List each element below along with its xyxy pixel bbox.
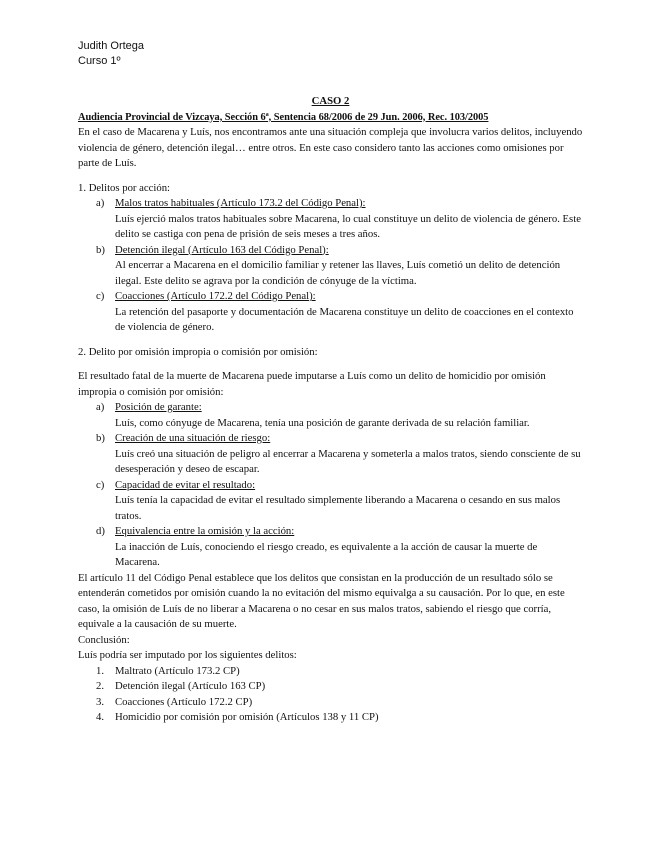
list-item xyxy=(78,431,583,478)
item-title: Coacciones (Artículo 172.2 del Código Penal): xyxy=(115,290,316,302)
list-marker: d) xyxy=(96,525,105,537)
conclusion-heading: Conclusión: xyxy=(78,633,130,646)
list-item xyxy=(78,478,583,525)
item-text: Homicidio por comisión por omisión (Artículos 138 y 11 CP) xyxy=(115,711,379,723)
case-title: CASO 2 xyxy=(311,95,350,107)
item-title: Creación de una situación de riesgo: xyxy=(115,432,271,444)
item-text: Coacciones (Artículo 172.2 CP) xyxy=(115,695,253,708)
list-marker: c) xyxy=(96,290,105,302)
list-item xyxy=(78,695,583,711)
list-item xyxy=(78,710,583,726)
list-marker: c) xyxy=(96,478,105,491)
section2-closing: El artículo 11 del Código Penal establece que los delitos que consistan en la producción de un resultado sólo se entenderán cometidos por omisión cuando la no evitación del mismo equivalga a su causación. Por lo que, en este caso, la omisión de Luís de no liberar a Macarena o no cesar en sus malos tratos, sabiendo el riesgo que corría, equivale a la causación de su muerte. xyxy=(78,571,565,630)
document-body xyxy=(78,94,583,726)
section1-list xyxy=(78,196,583,336)
item-title: Equivalencia entre la omisión y la acción: xyxy=(115,525,295,537)
list-marker: 4. xyxy=(96,711,105,723)
case-subtitle: Audiencia Provincial de Vizcaya, Sección 6ª, Sentencia 68/2006 de 29 Jun. 2006, Rec. 103/2005 xyxy=(78,111,489,123)
section1-heading: 1. Delitos por acción: xyxy=(78,181,171,194)
intro-paragraph: En el caso de Macarena y Luís, nos encontramos ante una situación compleja que involucra varios delitos, incluyendo violencia de género, detención ilegal… entre otros. En este caso considero tanto las acciones como omisiones por parte de Luís. xyxy=(78,126,583,169)
course-label: Curso 1º xyxy=(78,55,121,67)
list-marker: 1. xyxy=(96,664,105,677)
item-text: Luís creó una situación de peligro al encerrar a Macarena y someterla a malos tratos, siendo consciente de su desesperación y deseo de escapar. xyxy=(115,447,581,475)
item-text: Luís, como cónyuge de Macarena, tenía una posición de garante derivada de su relación familiar. xyxy=(115,416,530,429)
list-item xyxy=(78,400,583,431)
item-title: Posición de garante: xyxy=(115,401,202,413)
conclusion-intro: Luís podría ser imputado por los siguientes delitos: xyxy=(78,649,297,661)
list-marker: 3. xyxy=(96,695,105,708)
item-text: Luís ejerció malos tratos habituales sobre Macarena, lo cual constituye un delito de violencia de género. Este delito se castiga con pena de prisión de seis meses a tres años. xyxy=(115,212,581,240)
item-text: La inacción de Luís, conociendo el riesgo creado, es equivalente a la acción de causar la muerte de Macarena. xyxy=(115,540,538,568)
section2-list xyxy=(78,400,583,571)
list-item xyxy=(78,664,583,680)
list-marker: a) xyxy=(96,401,105,413)
author-name: Judith Ortega xyxy=(78,40,145,52)
list-marker: b) xyxy=(96,243,105,256)
item-title: Capacidad de evitar el resultado: xyxy=(115,478,256,491)
list-marker: 2. xyxy=(96,680,105,692)
item-text: La retención del pasaporte y documentación de Macarena constituye un delito de coacciones en el contexto de violencia de género. xyxy=(115,305,574,333)
item-text: Detención ilegal (Artículo 163 CP) xyxy=(115,680,266,692)
list-item xyxy=(78,679,583,695)
list-item xyxy=(78,524,583,571)
item-text: Maltrato (Artículo 173.2 CP) xyxy=(115,664,240,677)
item-text: Al encerrar a Macarena en el domicilio familiar y retener las llaves, Luís cometió un delito de detención ilegal. Este delito se agrava por la condición de cónyuge de la víctima. xyxy=(115,259,561,287)
item-text: Luís tenía la capacidad de evitar el resultado simplemente liberando a Macarena o cesando en sus malos tratos. xyxy=(115,494,561,522)
list-item xyxy=(78,289,583,336)
list-marker: a) xyxy=(96,197,105,209)
list-item xyxy=(78,243,583,290)
section2-heading: 2. Delito por omisión impropia o comisión por omisión: xyxy=(78,345,318,358)
item-title: Detención ilegal (Artículo 163 del Código Penal): xyxy=(115,243,329,256)
item-title: Malos tratos habituales (Artículo 173.2 del Código Penal): xyxy=(115,197,366,209)
document-header xyxy=(78,39,144,69)
list-marker: b) xyxy=(96,432,105,444)
conclusion-list xyxy=(78,664,583,726)
list-item xyxy=(78,196,583,243)
section2-intro: El resultado fatal de la muerte de Macarena puede imputarse a Luís como un delito de homicidio por omisión impropia o comisión por omisión: xyxy=(78,370,546,398)
